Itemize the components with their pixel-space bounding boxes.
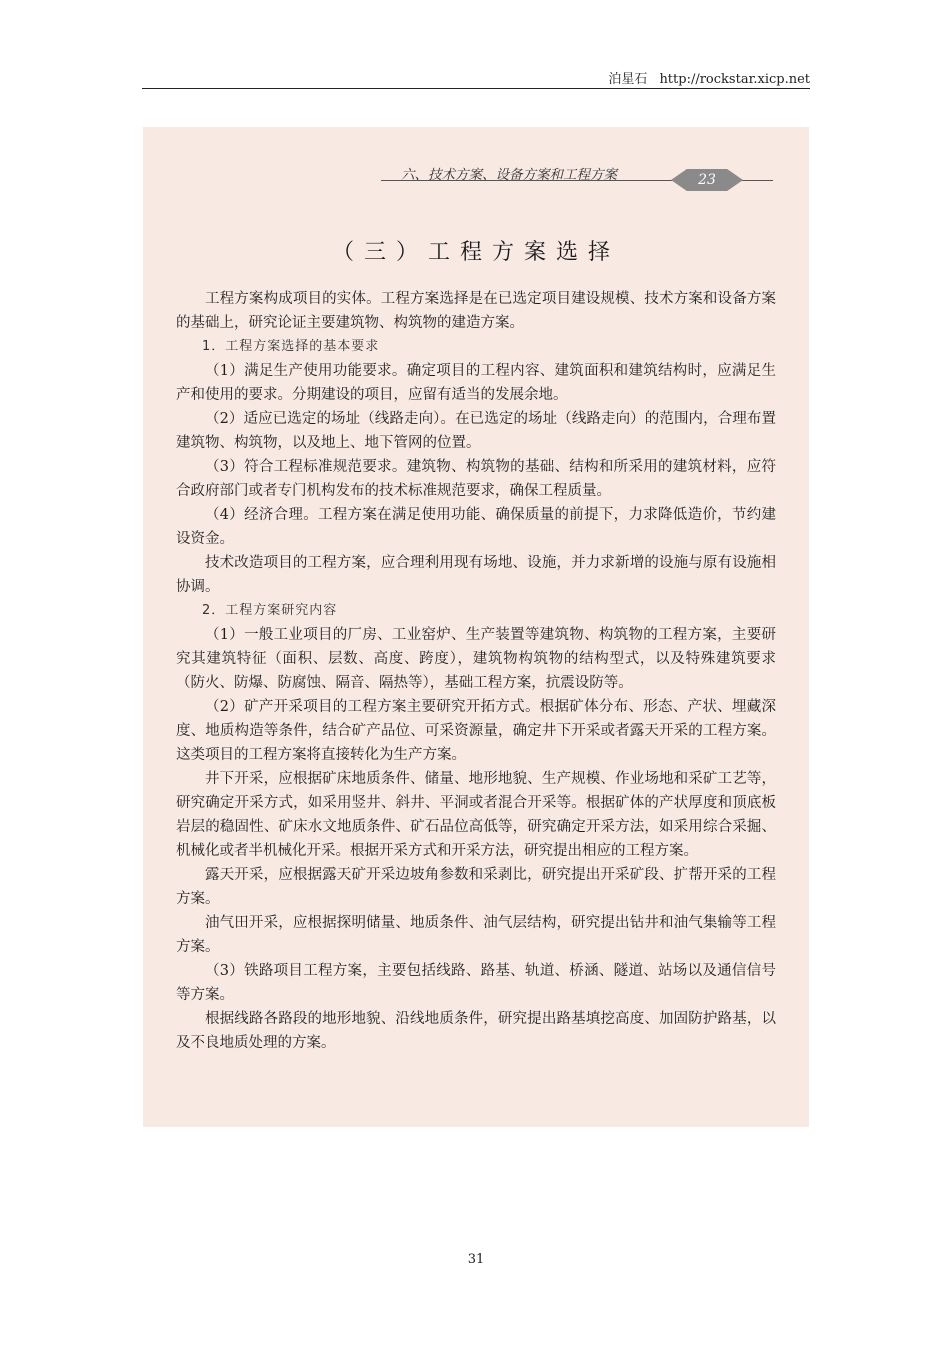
paragraph: （4）经济合理。工程方案在满足使用功能、确保质量的前提下，力求降低造价，节约建设资金。 — [176, 507, 776, 547]
header-rule — [142, 88, 810, 89]
paragraph: 根据线路各路段的地形地貌、沿线地质条件，研究提出路基填挖高度、加固防护路基，以及不良地质处理的方案。 — [176, 1011, 776, 1051]
section-title: （三）工程方案选择 — [331, 240, 620, 265]
header-site-url: http://rockstar.xicp.net — [659, 72, 810, 87]
paragraph: （2）矿产开采项目的工程方案主要研究开拓方式。根据矿体分布、形态、产状、埋藏深度、地质构造等条件，结合矿产品位、可采资源量，确定井下开采或者露天开采的工程方案。这类项目的工程方案将直接转化为生产方案。 — [176, 699, 776, 763]
subheading: 1．工程方案选择的基本要求 — [202, 339, 380, 354]
running-head: 六、技术方案、设备方案和工程方案 — [401, 167, 617, 183]
scanned-book-page — [143, 127, 809, 1127]
paragraph: 工程方案构成项目的实体。工程方案选择是在已选定项目建设规模、技术方案和设备方案的基础上，研究论证主要建筑物、构筑物的建造方案。 — [176, 291, 776, 331]
document-header — [608, 68, 810, 87]
paragraph: （3）铁路项目工程方案，主要包括线路、路基、轨道、桥涵、隧道、站场以及通信信号等方案。 — [176, 963, 776, 1003]
footer-page-number: 31 — [467, 1252, 485, 1267]
header-author: 泊星石 — [608, 72, 648, 87]
paragraph: （3）符合工程标准规范要求。建筑物、构筑物的基础、结构和所采用的建筑材料，应符合政府部门或者专门机构发布的技术标准规范要求，确保工程质量。 — [176, 459, 776, 499]
subheading: 2．工程方案研究内容 — [202, 603, 338, 618]
book-page-number: 23 — [698, 172, 716, 188]
body-text — [176, 287, 776, 1055]
paragraph: 井下开采，应根据矿床地质条件、储量、地形地貌、生产规模、作业场地和采矿工艺等，研究确定开采方式，如采用竖井、斜井、平洞或者混合开采等。根据矿体的产状厚度和顶底板岩层的稳固性、矿床水文地质条件、矿石品位高低等，研究确定开采方法，如采用综合采掘、机械化或者半机械化开采。根据开采方式和开采方法，研究提出相应的工程方案。 — [176, 771, 776, 859]
paragraph: 油气田开采，应根据探明储量、地质条件、油气层结构，研究提出钻井和油气集输等工程方案。 — [176, 915, 776, 955]
paragraph: （1）满足生产使用功能要求。确定项目的工程内容、建筑面积和建筑结构时，应满足生产和使用的要求。分期建设的项目，应留有适当的发展余地。 — [176, 363, 776, 403]
paragraph: （2）适应已选定的场址（线路走向）。在已选定的场址（线路走向）的范围内，合理布置建筑物、构筑物，以及地上、地下管网的位置。 — [176, 411, 776, 451]
book-page-number-badge — [671, 169, 743, 191]
paragraph: （1）一般工业项目的厂房、工业窑炉、生产装置等建筑物、构筑物的工程方案，主要研究其建筑特征（面积、层数、高度、跨度），建筑物构筑物的结构型式，以及特殊建筑要求（防火、防爆、防腐蚀、隔音、隔热等），基础工程方案，抗震设防等。 — [176, 627, 776, 691]
paragraph: 露天开采，应根据露天矿开采边坡角参数和采剥比，研究提出开采矿段、扩帮开采的工程方案。 — [176, 867, 776, 907]
paragraph: 技术改造项目的工程方案，应合理利用现有场地、设施，并力求新增的设施与原有设施相协调。 — [176, 555, 776, 595]
